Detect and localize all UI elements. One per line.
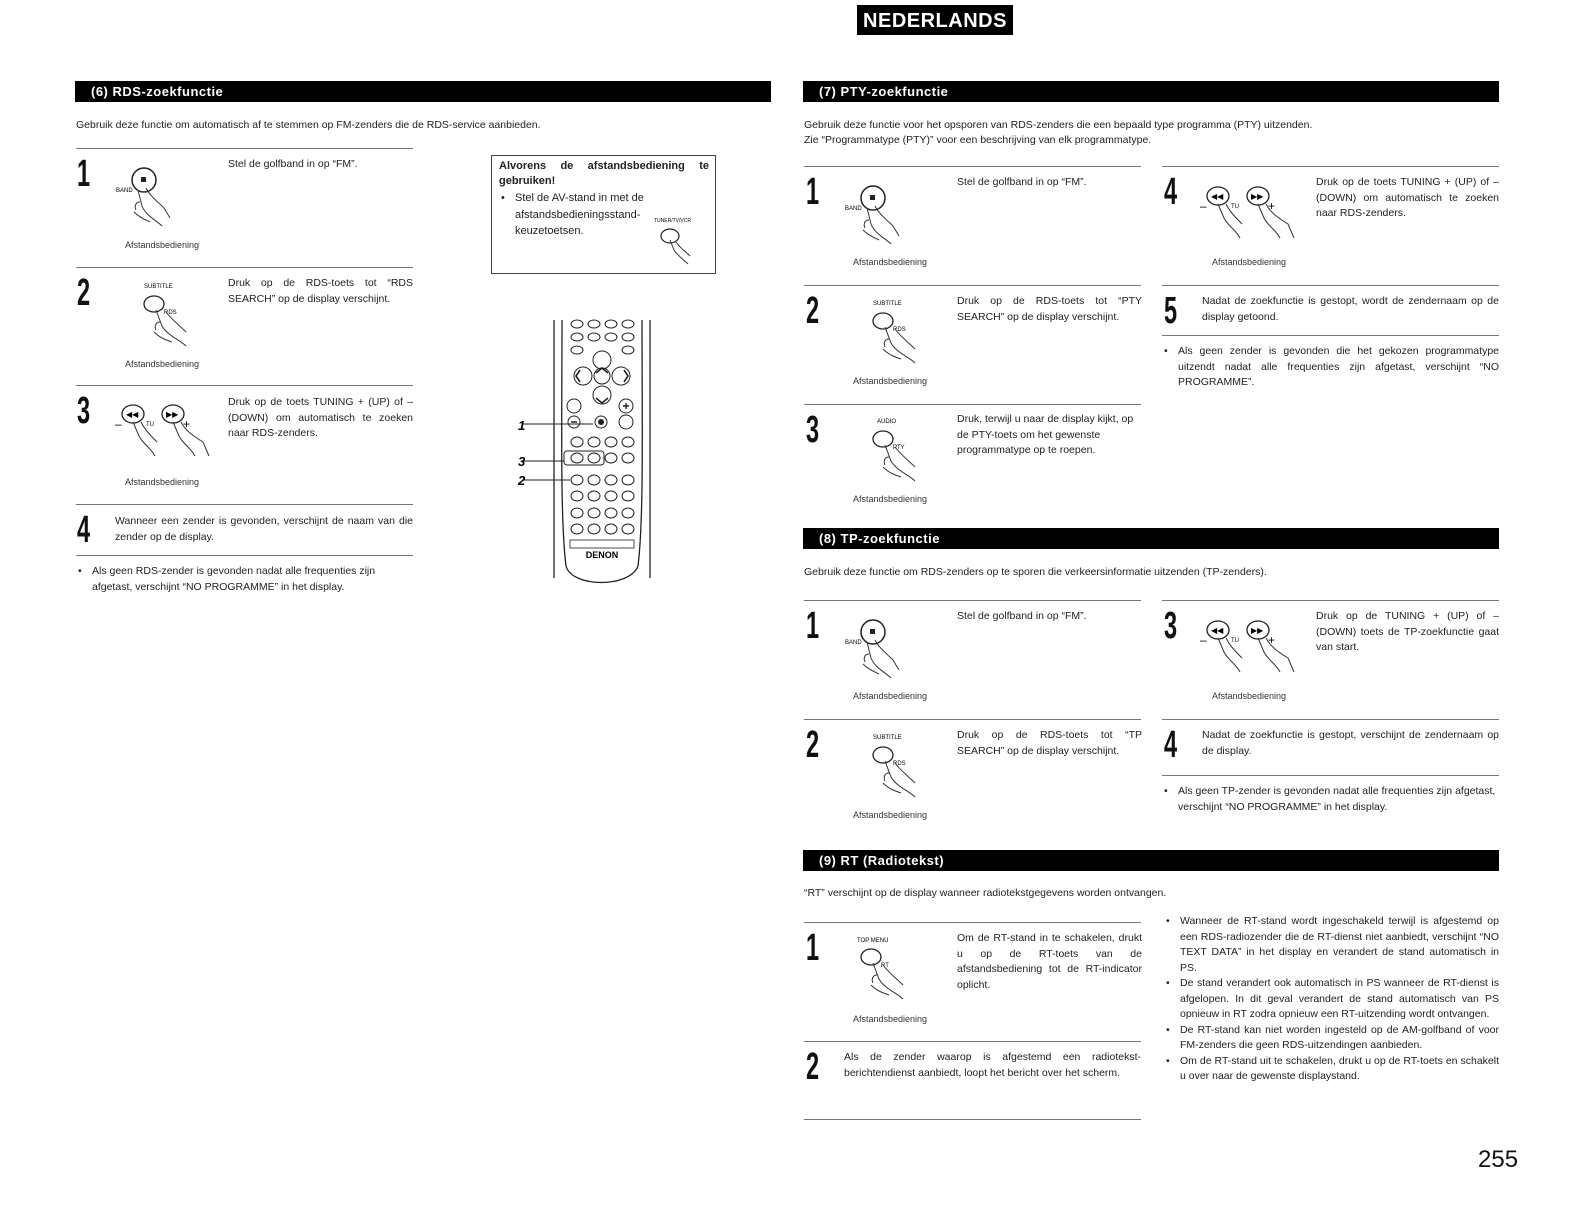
divider [804, 1041, 1141, 1042]
svg-text:+: + [1268, 199, 1276, 213]
section-9-header: (9) RT (Radiotekst) [803, 850, 1499, 871]
divider [1162, 335, 1499, 336]
step-number: 3 [806, 409, 820, 451]
rt-button-icon [861, 949, 881, 965]
svg-text:▶▶: ▶▶ [1251, 192, 1264, 201]
audio-label: AUDIO [877, 419, 897, 425]
step-text: Druk op de toets TUNING + (UP) of – (DOWN) om automatisch te zoeken naar RDS-zenders. [228, 396, 413, 439]
section-8-intro: Gebruik deze functie om RDS-zenders op te sporen die verkeersinformatie uitzenden (TP-zenders). [804, 566, 1267, 578]
divider [804, 285, 1141, 286]
rds-button-illustration [140, 282, 220, 357]
remote-caption: Afstandsbediening [125, 359, 200, 369]
mode-button-illustration [654, 214, 714, 269]
band-button-illustration [845, 614, 945, 689]
rds-button-icon [873, 747, 893, 763]
step-text: Druk, terwijl u naar de display kijkt, op de PTY-toets om het gewenste programmatype op te roepen. [957, 413, 1134, 456]
step-number: 4 [1164, 724, 1178, 766]
note-item: • Om de RT-stand uit te schakelen, drukt u op de RT-toets en schakelt u over naar de gewenste displaystand. [1164, 1054, 1499, 1085]
divider [76, 148, 413, 149]
step-number: 2 [806, 1046, 820, 1088]
divider [76, 504, 413, 505]
svg-text:–: – [1200, 633, 1207, 647]
step-text: Stel de golfband in op “FM”. [228, 158, 358, 170]
divider [76, 385, 413, 386]
remote-notice-box [491, 155, 716, 274]
divider [1162, 285, 1499, 286]
divider [76, 267, 413, 268]
divider [1162, 775, 1499, 776]
section-6-intro: Gebruik deze functie om automatisch af te stemmen op FM-zenders die de RDS-service aanbieden. [76, 119, 541, 131]
tuning-buttons-illustration [1198, 616, 1308, 686]
step-number: 4 [1164, 171, 1178, 213]
svg-text:◀◀: ◀◀ [126, 410, 139, 419]
tuning-buttons-illustration [113, 400, 223, 470]
section-9-intro: “RT” verschijnt op de display wanneer radiotekstgegevens worden ontvangen. [804, 887, 1167, 899]
divider [76, 555, 413, 556]
rt-button-illustration [855, 935, 945, 1010]
tu-label: TU [1231, 204, 1239, 210]
step-text: Nadat de zoekfunctie is gestopt, wordt de zendernaam op de display getoond. [1202, 295, 1499, 323]
remote-caption: Afstandsbediening [853, 691, 928, 701]
remote-caption: Afstandsbediening [1212, 691, 1287, 701]
divider [1162, 719, 1499, 720]
svg-text:▶▶: ▶▶ [166, 410, 179, 419]
svg-text:▶▶: ▶▶ [1251, 626, 1264, 635]
remote-callout-3: 3 [518, 454, 526, 469]
rds-label: RDS [893, 761, 906, 767]
step-number: 3 [77, 390, 91, 432]
section-8-note [1162, 784, 1499, 815]
subtitle-label: SUBTITLE [873, 735, 902, 741]
step-text: Om de RT-stand in te schakelen, drukt u op de RT-toets van de afstandsbediening tot de RT-indicator oplicht. [957, 932, 1142, 991]
step-text: Druk op de TUNING + (UP) of – (DOWN) toets de TP-zoekfunctie gaat van start. [1316, 610, 1499, 653]
remote-callout-1: 1 [518, 418, 526, 433]
svg-text:◀◀: ◀◀ [1211, 626, 1224, 635]
rds-button-icon [144, 296, 164, 312]
remote-caption: Afstandsbediening [125, 240, 200, 250]
step-text: Druk op de RDS-toets tot “PTY SEARCH” op de display verschijnt. [957, 295, 1142, 323]
section-6-header: (6) RDS-zoekfunctie [75, 81, 771, 102]
divider [804, 404, 1141, 405]
step-text: Druk op de RDS-toets tot “TP SEARCH” op de display verschijnt. [957, 729, 1142, 757]
section-8-header: (8) TP-zoekfunctie [803, 528, 1499, 549]
step-text: Als de zender waarop is afgestemd een radiotekst-berichtendienst aanbiedt, loopt het bericht over het scherm. [844, 1051, 1141, 1079]
step-number: 1 [806, 927, 820, 969]
remote-caption: Afstandsbediening [853, 810, 928, 820]
tu-label: TU [1231, 638, 1239, 644]
step-number: 5 [1164, 290, 1178, 332]
divider [804, 922, 1141, 923]
divider [804, 166, 1141, 167]
rt-label: RT [881, 963, 889, 969]
section-7-note [1162, 344, 1499, 391]
remote-caption: Afstandsbediening [125, 477, 200, 487]
note-item: • Als geen zender is gevonden die het gekozen programmatype uitzendt nadat alle frequenties zijn afgetast, verschijnt “NO PROGRAMME”. [1162, 344, 1499, 391]
step-text: Stel de golfband in op “FM”. [957, 176, 1087, 188]
divider [1162, 166, 1499, 167]
svg-text:+: + [1268, 633, 1276, 647]
section-7-intro-2: Zie “Programmatype (PTY)” voor een beschrijving van elk programmatype. [804, 134, 1152, 146]
tuner-label: TUNER/TV/VCR [654, 218, 691, 224]
remote-caption: Afstandsbediening [1212, 257, 1287, 267]
band-button-illustration [845, 180, 945, 255]
step-number: 1 [77, 153, 91, 195]
section-7-header: (7) PTY-zoekfunctie [803, 81, 1499, 102]
band-button-illustration [116, 162, 216, 237]
svg-text:–: – [115, 417, 122, 431]
band-label: BAND [845, 206, 862, 212]
tu-label: TU [146, 422, 154, 428]
note-item: • Als geen RDS-zender is gevonden nadat alle frequenties zijn afgetast, verschijnt “NO PROGRAMME” in het display. [76, 564, 413, 595]
note-item: • Als geen TP-zender is gevonden nadat alle frequenties zijn afgetast, verschijnt “NO PROGRAMME” in het display. [1162, 784, 1499, 815]
notice-title: Alvorens de afstandsbediening te gebruiken! [499, 160, 709, 187]
topmenu-label: TOP MENU [857, 938, 889, 944]
remote-callout-2: 2 [518, 473, 526, 488]
step-number: 2 [806, 724, 820, 766]
step-text: Nadat de zoekfunctie is gestopt, verschijnt de zendernaam op de display. [1202, 729, 1499, 757]
step-number: 2 [77, 272, 91, 314]
step-number: 1 [806, 605, 820, 647]
step-number: 4 [77, 509, 91, 551]
tuning-buttons-illustration [1198, 182, 1308, 252]
rds-button-illustration [869, 733, 949, 808]
page-number: 255 [1478, 1146, 1519, 1173]
rds-button-illustration [869, 299, 949, 374]
language-tab: NEDERLANDS [857, 5, 1013, 35]
pty-label: PTY [893, 445, 905, 451]
subtitle-label: SUBTITLE [144, 284, 173, 290]
rds-label: RDS [164, 310, 177, 316]
remote-caption: Afstandsbediening [853, 494, 928, 504]
pty-button-icon [873, 431, 893, 447]
band-label: BAND [116, 188, 133, 194]
pty-button-illustration [869, 417, 949, 492]
step-number: 1 [806, 171, 820, 213]
svg-text:+: + [183, 417, 191, 431]
note-item: • De RT-stand kan niet worden ingesteld op de AM-golfband of voor FM-zenders die geen RDS-uitzendingen aanbieden. [1164, 1023, 1499, 1054]
band-label: BAND [845, 640, 862, 646]
step-text: Wanneer een zender is gevonden, verschijnt de naam van die zender op de display. [115, 515, 413, 543]
remote-control-illustration [510, 318, 660, 588]
subtitle-label: SUBTITLE [873, 301, 902, 307]
note-item: • De stand verandert ook automatisch in PS wanneer de RT-dienst is afgelopen. In dit geval verandert de stand automatisch van PS opnieuw in RT zodra opnieuw een RT-uitzending wordt ontvangen. [1164, 976, 1499, 1023]
divider [804, 1119, 1141, 1120]
svg-text:◀◀: ◀◀ [1211, 192, 1224, 201]
step-number: 3 [1164, 605, 1178, 647]
step-text: Stel de golfband in op “FM”. [957, 610, 1087, 622]
step-text: Druk op de RDS-toets tot “RDS SEARCH” op de display verschijnt. [228, 277, 413, 305]
svg-text:–: – [1200, 199, 1207, 213]
step-number: 2 [806, 290, 820, 332]
divider [1162, 600, 1499, 601]
rds-button-icon [873, 313, 893, 329]
section-9-notes [1164, 914, 1499, 1085]
denon-logo: DENON [585, 550, 619, 560]
remote-caption: Afstandsbediening [853, 376, 928, 386]
step-text: Druk op de toets TUNING + (UP) of – (DOWN) om automatisch te zoeken naar RDS-zenders. [1316, 176, 1499, 219]
divider [804, 719, 1141, 720]
divider [804, 600, 1141, 601]
section-7-intro-1: Gebruik deze functie voor het opsporen van RDS-zenders die een bepaald type programma (PTY) uitzenden. [804, 119, 1313, 131]
notice-text: • Stel de AV-stand in met de afstandsbedieningsstand-keuzetoetsen. [499, 190, 649, 240]
remote-caption: Afstandsbediening [853, 1014, 928, 1024]
rds-label: RDS [893, 327, 906, 333]
note-item: • Wanneer de RT-stand wordt ingeschakeld terwijl is afgestemd op een RDS-radiozender die de RT-dienst niet aanbiedt, verschijnt “NO TEXT DATA” in het display en verandert de stand automatisch in PS. [1164, 914, 1499, 976]
section-6-note [76, 564, 413, 595]
remote-caption: Afstandsbediening [853, 257, 928, 267]
